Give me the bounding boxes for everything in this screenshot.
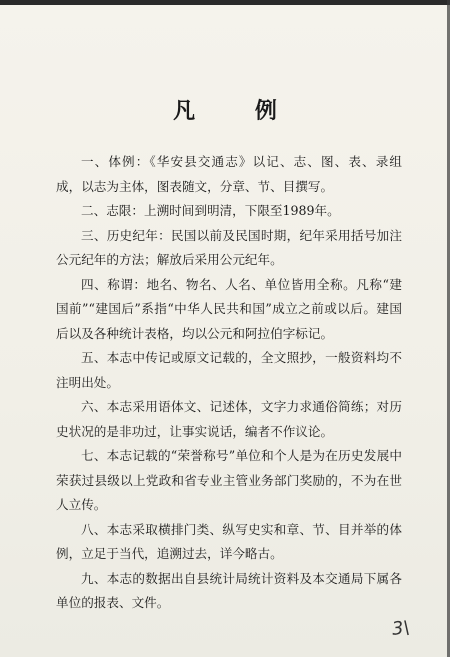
paragraph-3: 三、历史纪年：民国以前及民国时期，纪年采用括号加注公元纪年的方法；解放后采用公元纪年。 — [56, 227, 402, 267]
paragraph-1: 一、体例：《华安县交通志》以记、志、图、表、录组成，以志为主体，图表随文，分章、节、目撰写。 — [56, 154, 402, 194]
handwritten-page-mark: 3\ — [390, 617, 411, 640]
body-text — [56, 150, 402, 616]
paragraph-7: 七、本志记载的“荣誉称号”单位和个人是为在历史发展中荣获过县级以上党政和省专业主管业务部门奖励的，不为在世人立传。 — [56, 448, 402, 512]
paragraph-6: 六、本志采用语体文、记述体，文字力求通俗简练；对历史状况的是非功过，让事实说话，编者不作议论。 — [56, 399, 402, 439]
scan-top-edge — [0, 0, 450, 5]
paragraph-4: 四、称谓：地名、物名、人名、单位皆用全称。凡称“建国前”“建国后”系指“中华人民共和国”成立之前或以后。建国后以及各种统计表格，均以公元和阿拉伯字标记。 — [56, 276, 402, 341]
paragraph-5: 五、本志中传记或原文记载的，全文照抄，一般资料均不注明出处。 — [56, 350, 402, 390]
paragraph-2: 二、志限：上溯时间到明清，下限至1989年。 — [81, 203, 340, 218]
paragraph-9: 九、本志的数据出自县统计局统计资料及本交通局下属各单位的报表、文件。 — [56, 570, 402, 610]
page-title: 凡 例 — [173, 98, 303, 124]
paragraph-8: 八、本志采取横排门类、纵写史实和章、节、目并举的体例，立足于当代，追溯过去，详今略古。 — [56, 521, 402, 561]
